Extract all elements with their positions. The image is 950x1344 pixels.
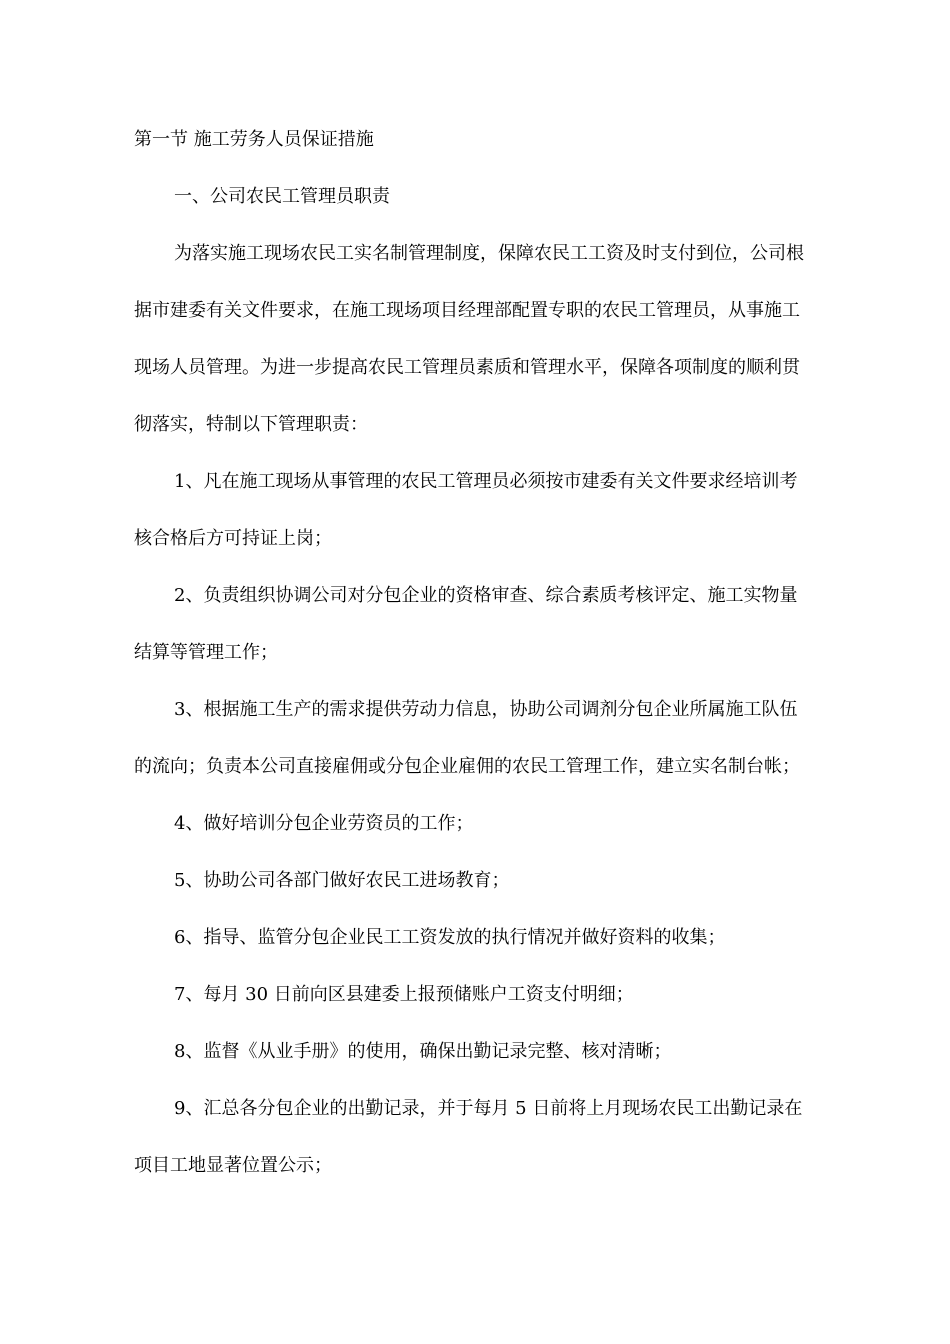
list-item-7: 7、每月 30 日前向区县建委上报预储账户工资支付明细； xyxy=(174,984,634,1005)
intro-paragraph-line: 现场人员管理。为进一步提高农民工管理员素质和管理水平，保障各项制度的顺利贯 xyxy=(134,357,800,378)
list-item-4: 4、做好培训分包企业劳资员的工作； xyxy=(174,813,474,834)
intro-paragraph-line: 为落实施工现场农民工实名制管理制度，保障农民工工资及时支付到位，公司根 xyxy=(174,243,804,264)
list-item-2-line: 结算等管理工作； xyxy=(134,642,278,663)
section-title: 第一节 施工劳务人员保证措施 xyxy=(134,129,374,150)
list-item-9-line: 9、汇总各分包企业的出勤记录，并于每月 5 日前将上月现场农民工出勤记录在 xyxy=(174,1098,803,1119)
list-item-5: 5、协助公司各部门做好农民工进场教育； xyxy=(174,870,510,891)
intro-paragraph-line: 据市建委有关文件要求，在施工现场项目经理部配置专职的农民工管理员，从事施工 xyxy=(134,300,800,321)
list-item-8: 8、监督《从业手册》的使用，确保出勤记录完整、核对清晰； xyxy=(174,1041,672,1062)
intro-paragraph-line: 彻落实，特制以下管理职责： xyxy=(134,414,368,435)
list-item-2-line: 2、负责组织协调公司对分包企业的资格审查、综合素质考核评定、施工实物量 xyxy=(174,585,798,606)
list-item-3-line: 的流向；负责本公司直接雇佣或分包企业雇佣的农民工管理工作，建立实名制台帐； xyxy=(134,756,800,777)
list-item-1-line: 1、凡在施工现场从事管理的农民工管理员必须按市建委有关文件要求经培训考 xyxy=(174,471,798,492)
subheading: 一、公司农民工管理员职责 xyxy=(174,186,390,207)
list-item-3-line: 3、根据施工生产的需求提供劳动力信息，协助公司调剂分包企业所属施工队伍 xyxy=(174,699,798,720)
list-item-9-line: 项目工地显著位置公示； xyxy=(134,1155,332,1176)
list-item-6: 6、指导、监管分包企业民工工资发放的执行情况并做好资料的收集； xyxy=(174,927,726,948)
list-item-1-line: 核合格后方可持证上岗； xyxy=(134,528,332,549)
